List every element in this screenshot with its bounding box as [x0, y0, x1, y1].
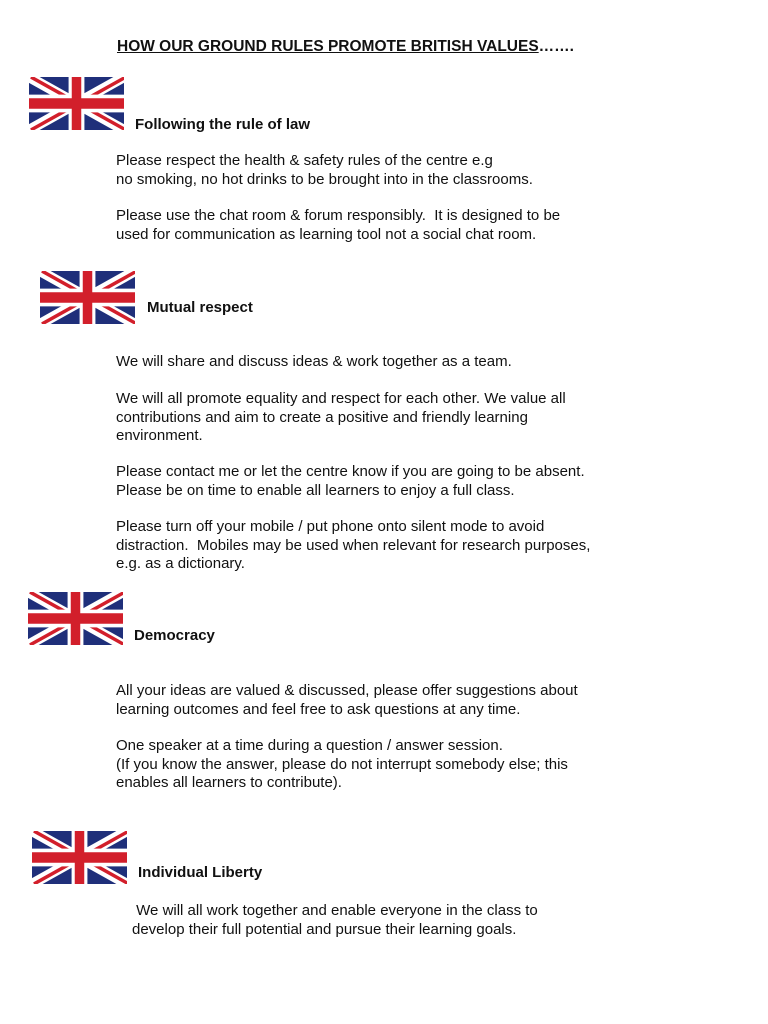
- section-heading-democracy: Democracy: [134, 627, 215, 644]
- paragraph: We will all promote equality and respect for each other. We value all contributions and aim to create a positive and friendly learning environment.: [116, 390, 566, 444]
- section-heading-rule-of-law: Following the rule of law: [135, 116, 310, 133]
- paragraph: Please turn off your mobile / put phone onto silent mode to avoid distraction. Mobiles may be used when relevant for research purposes, e.g. as a dictionary.: [116, 518, 591, 572]
- paragraph: One speaker at a time during a question / answer session. (If you know the answer, please do not interrupt somebody else; this enables all learners to contribute).: [116, 737, 568, 791]
- union-jack-flag-icon: [29, 77, 124, 130]
- document-title-text: HOW OUR GROUND RULES PROMOTE BRITISH VALUES: [117, 38, 539, 55]
- paragraph: All your ideas are valued & discussed, please offer suggestions about learning outcomes and feel free to ask questions at any time.: [116, 682, 578, 718]
- paragraph: Please respect the health & safety rules of the centre e.g no smoking, no hot drinks to be brought into in the classrooms.: [116, 152, 533, 188]
- document-title-suffix: …….: [538, 38, 574, 55]
- union-jack-flag-icon: [32, 831, 127, 884]
- document-title: [117, 38, 574, 56]
- union-jack-flag-icon: [28, 592, 123, 645]
- paragraph: Please use the chat room & forum responsibly. It is designed to be used for communication as learning tool not a social chat room.: [116, 207, 561, 243]
- section-heading-individual-liberty: Individual Liberty: [138, 864, 263, 881]
- section-heading-mutual-respect: Mutual respect: [147, 299, 253, 316]
- paragraph: Please contact me or let the centre know if you are going to be absent. Please be on time to enable all learners to enjoy a full class.: [116, 463, 585, 499]
- paragraph: We will share and discuss ideas & work together as a team.: [116, 353, 512, 370]
- paragraph: We will all work together and enable everyone in the class to develop their full potential and pursue their learning goals.: [132, 902, 538, 938]
- union-jack-flag-icon: [40, 271, 135, 324]
